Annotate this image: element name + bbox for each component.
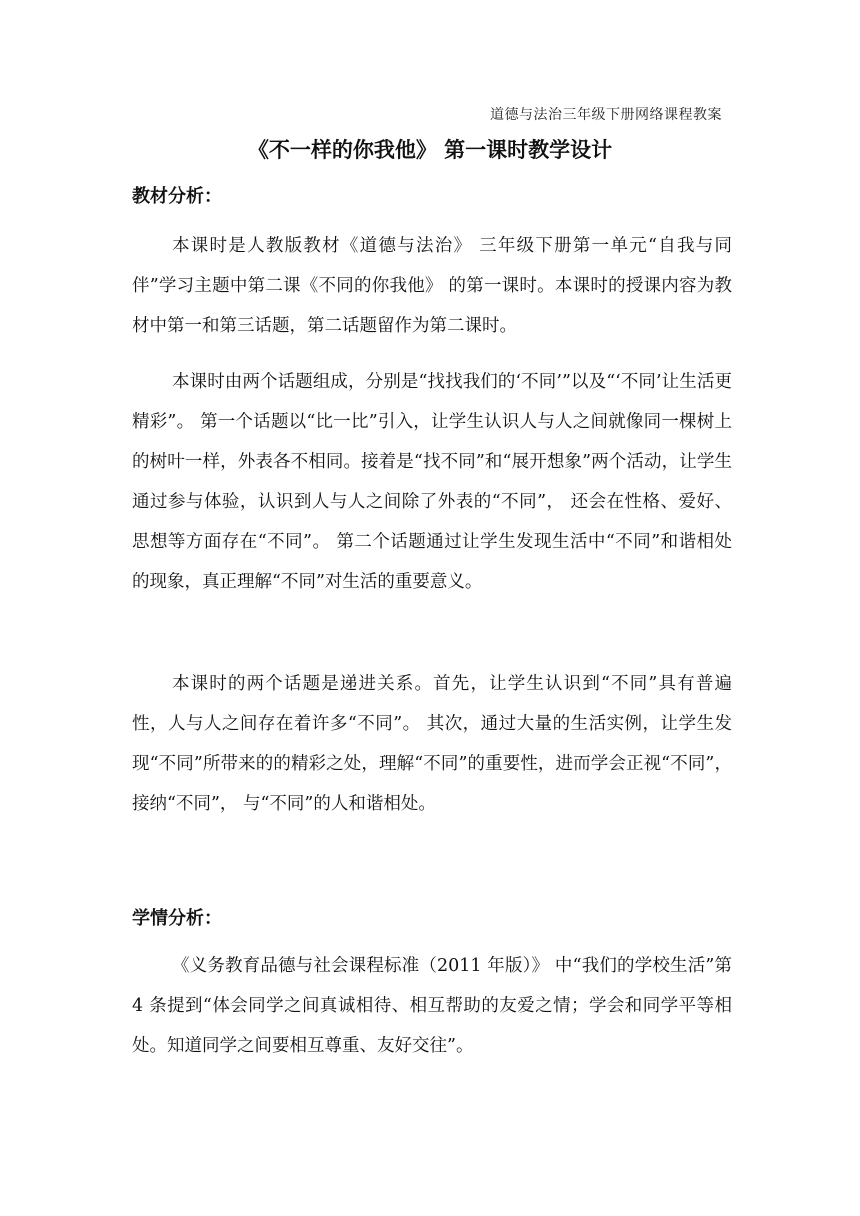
running-header: 道德与法治三年级下册网络课程教案 xyxy=(490,107,722,123)
paragraph: 本课时的两个话题是递进关系。首先，让学生认识到“不同”具有普遍性，人与人之间存在着许多“不同”。 其次，通过大量的生活实例，让学生发现“不同”所带来的的精彩之处，理解“不同”的重要性，进而学会正视“不同”， 接纳“不同”， 与“不同”的人和谐相处。 xyxy=(132,674,732,814)
section-heading-learner-analysis: 学情分析： xyxy=(132,908,222,929)
paragraph: 本课时是人教版教材《道德与法治》 三年级下册第一单元“自我与同伴”学习主题中第二课《不同的你我他》 的第一课时。本课时的授课内容为教材中第一和第三话题，第二话题留作为第二课时。 xyxy=(132,236,732,336)
paragraph: 本课时由两个话题组成，分别是“找找我们的‘不同’”以及“‘不同’让生活更精彩”。 第一个话题以“比一比”引入，让学生认识人与人之间就像同一棵树上的树叶一样，外表各不相同。接着是“找不同”和“展开想象”两个活动，让学生通过参与体验，认识到人与人之间除了外表的“不同”， 还会在性格、爱好、思想等方面存在“不同”。 第二个话题通过让学生发现生活中“不同”和谐相处的现象，真正理解“不同”对生活的重要意义。 xyxy=(132,372,732,592)
paragraph: 《义务教育品德与社会课程标准（2011 年版）》 中“我们的学校生活”第 4 条提到“体会同学之间真诚相待、相互帮助的友爱之情；学会和同学平等相处。知道同学之间要相互尊重、友好交往”。 xyxy=(132,956,732,1056)
document-title: 《不一样的你我他》 第一课时教学设计 xyxy=(247,138,613,162)
section-heading-textbook-analysis: 教材分析： xyxy=(132,186,222,207)
